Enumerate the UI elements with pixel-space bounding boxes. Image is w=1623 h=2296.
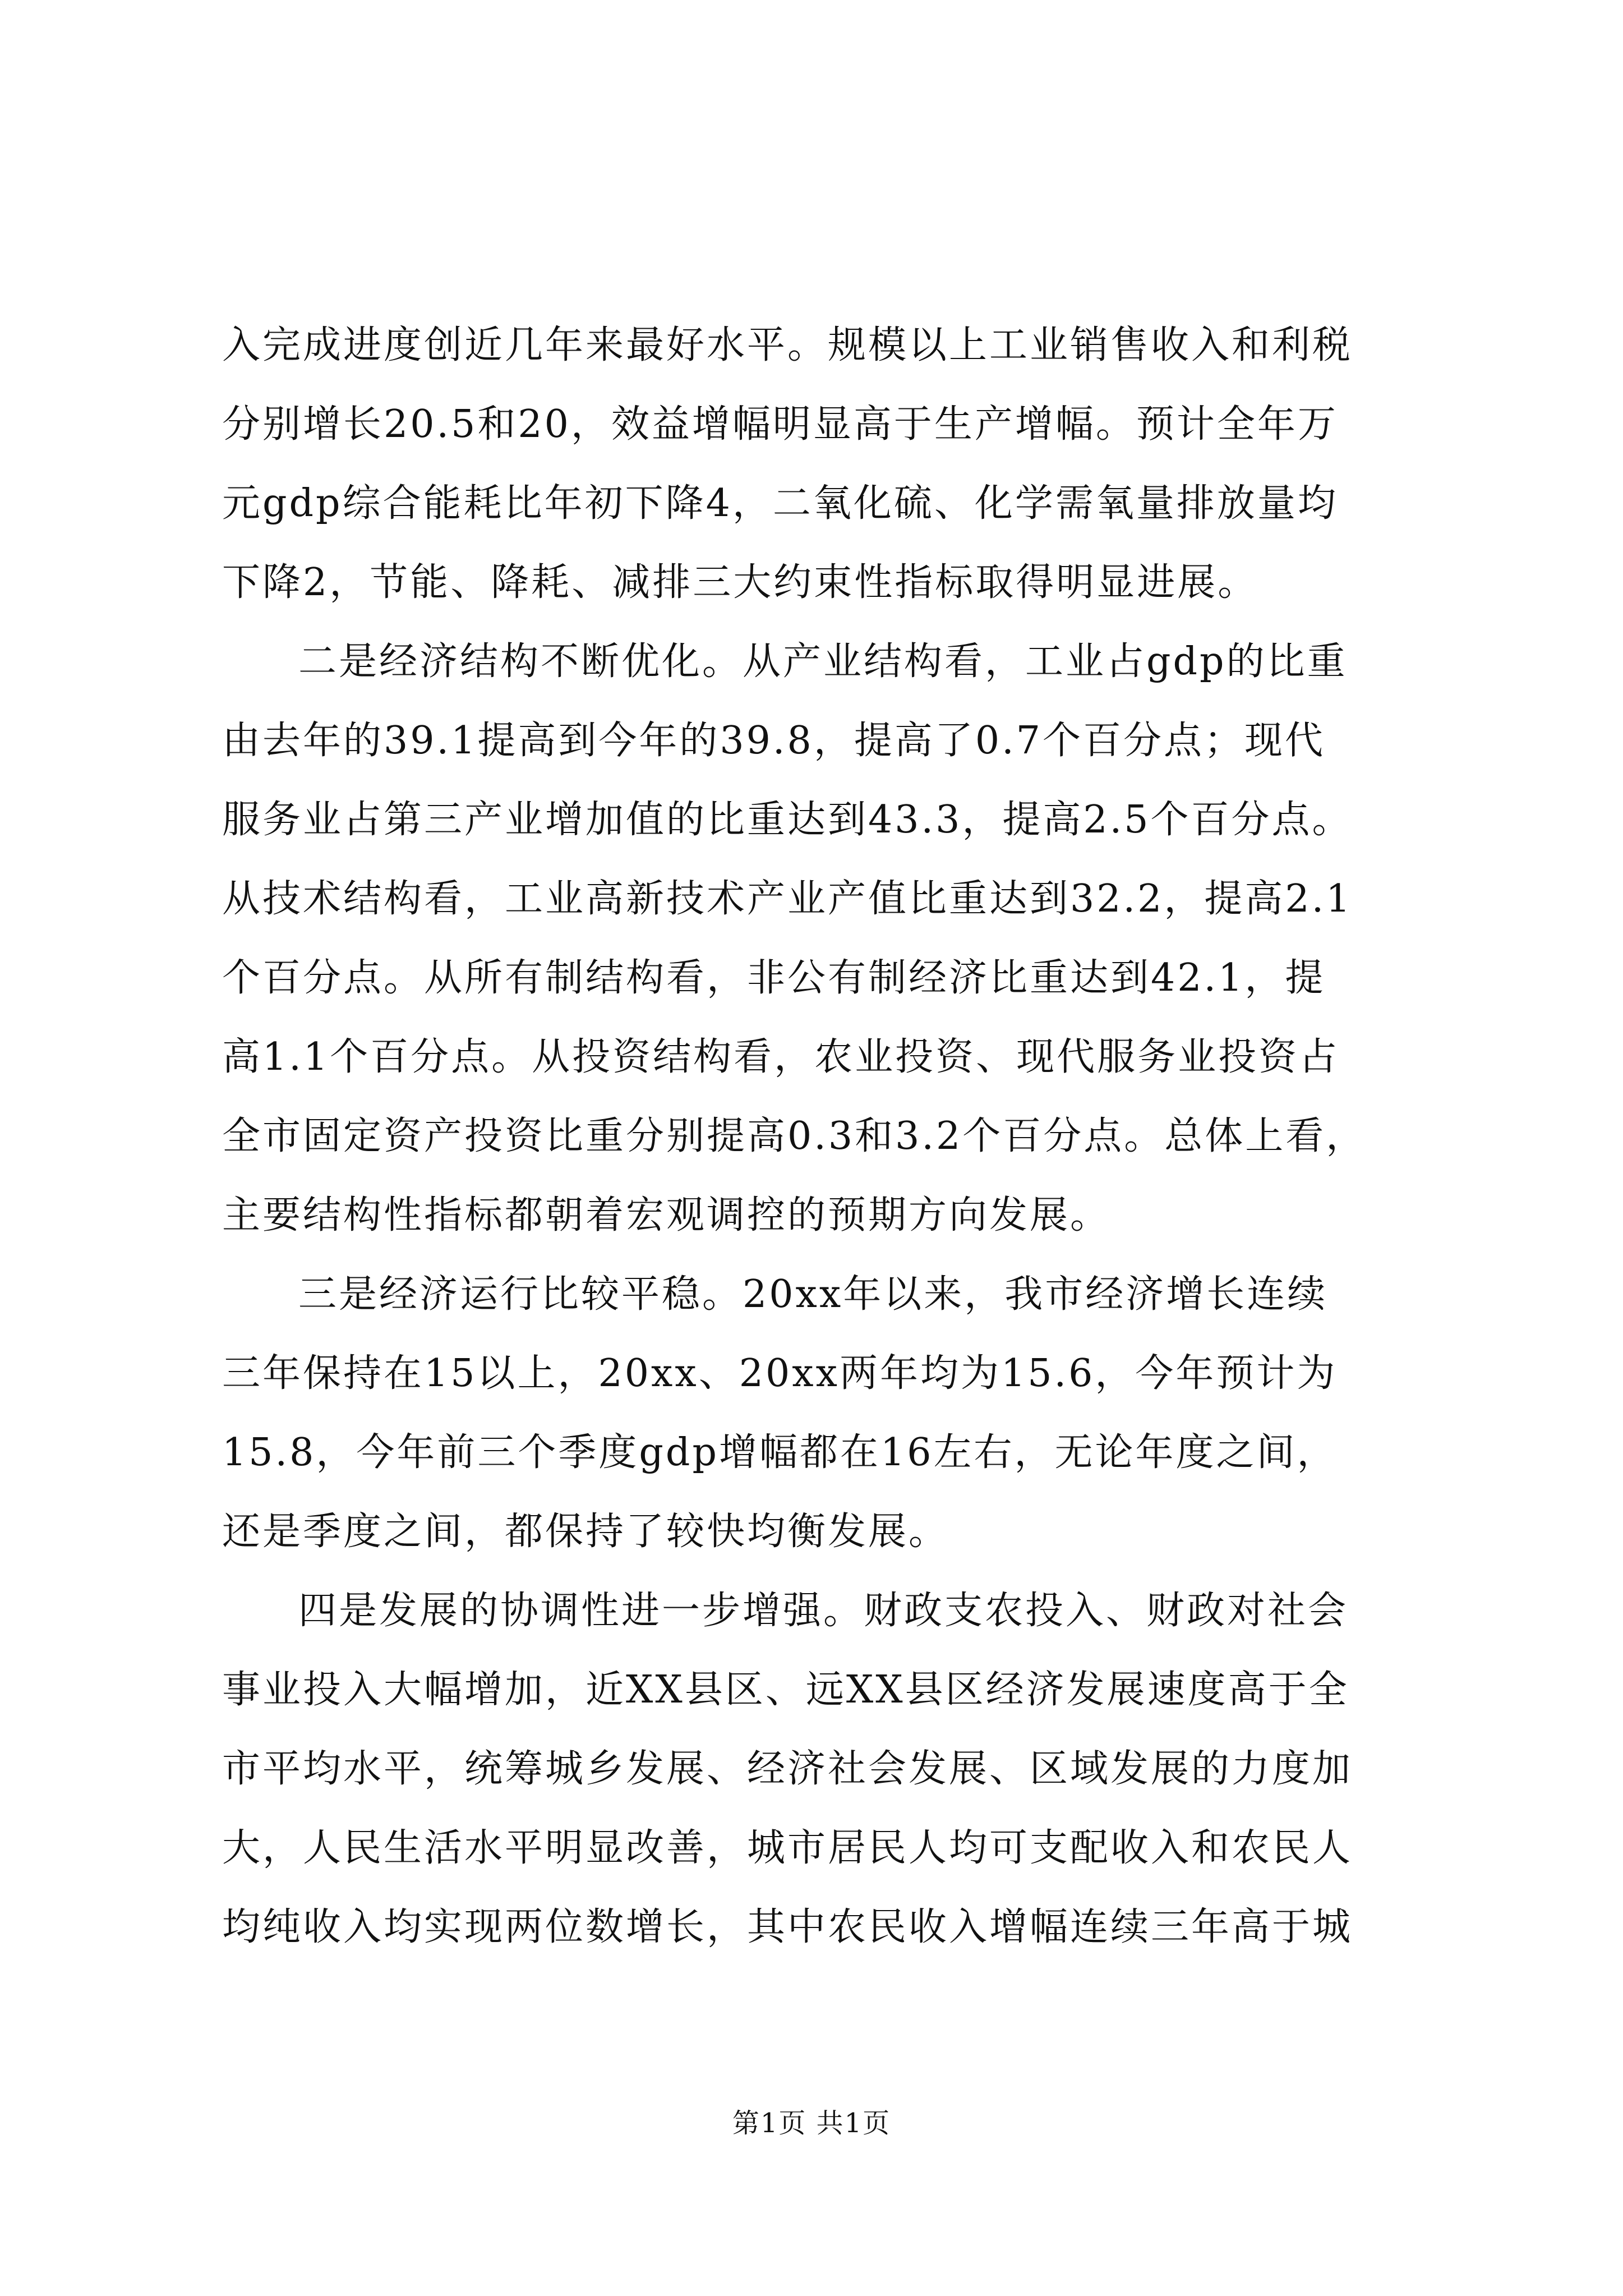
paragraph-start-line: 三是经济运行比较平稳。20xx年以来，我市经济增长连续 [298, 1272, 1328, 1317]
text-line: 从技术结构看，工业高新技术产业产值比重达到32.2，提高2.1 [222, 877, 1353, 921]
text-line: 15.8，今年前三个季度gdp增幅都在16左右，无论年度之间， [222, 1430, 1338, 1475]
text-line: 三年保持在15以上，20xx、20xx两年均为15.6，今年预计为 [222, 1351, 1338, 1396]
text-line: 大，人民生活水平明显改善，城市居民人均可支配收入和农民人 [222, 1826, 1353, 1870]
text-line: 高1.1个百分点。从投资结构看，农业投资、现代服务业投资占 [222, 1035, 1340, 1079]
page-footer: 第1页 共1页 [732, 2108, 891, 2139]
text-line: 分别增长20.5和20，效益增幅明显高于生产增幅。预计全年万 [222, 402, 1338, 447]
text-line: 元gdp综合能耗比年初下降4，二氧化硫、化学需氧量排放量均 [222, 481, 1338, 526]
text-line: 由去年的39.1提高到今年的39.8，提高了0.7个百分点；现代 [222, 719, 1325, 763]
text-line: 下降2，节能、降耗、减排三大约束性指标取得明显进展。 [222, 560, 1258, 605]
text-line: 市平均水平，统筹城乡发展、经济社会发展、区域发展的力度加 [222, 1747, 1353, 1791]
text-line: 还是季度之间，都保持了较快均衡发展。 [222, 1510, 949, 1554]
text-line: 入完成进度创近几年来最好水平。规模以上工业销售收入和利税 [222, 323, 1353, 367]
paragraph-start-line: 四是发展的协调性进一步增强。财政支农投入、财政对社会 [298, 1589, 1349, 1633]
text-line: 均纯收入均实现两位数增长，其中农民收入增幅连续三年高于城 [222, 1905, 1353, 1949]
paragraph-start-line: 二是经济结构不断优化。从产业结构看，工业占gdp的比重 [298, 639, 1348, 684]
text-line: 全市固定资产投资比重分别提高0.3和3.2个百分点。总体上看， [222, 1114, 1367, 1158]
text-line: 主要结构性指标都朝着宏观调控的预期方向发展。 [222, 1193, 1111, 1237]
text-line: 服务业占第三产业增加值的比重达到43.3，提高2.5个百分点。 [222, 798, 1353, 842]
body-text [222, 306, 1419, 1967]
text-line: 事业投入大幅增加，近XX县区、远XX县区经济发展速度高于全 [222, 1668, 1349, 1712]
text-line: 个百分点。从所有制结构看，非公有制经济比重达到42.1，提 [222, 956, 1326, 1000]
